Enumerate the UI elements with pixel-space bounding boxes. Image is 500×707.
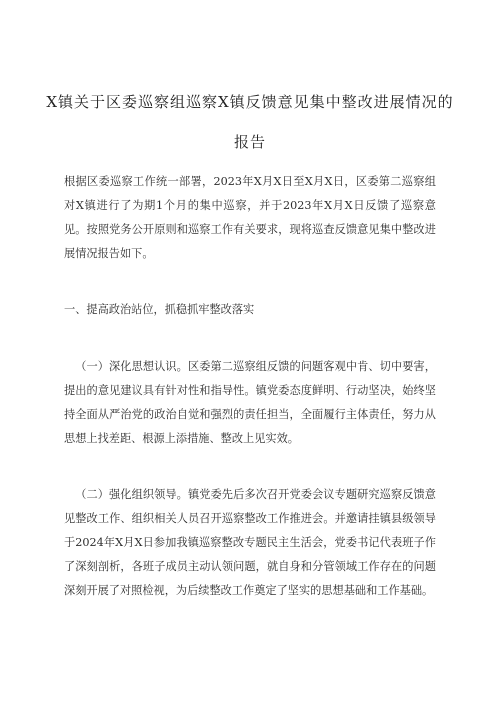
section-1-heading: 一、提高政治站位，抓稳抓牢整改落实 — [64, 303, 255, 316]
section-1-item-1-paragraph: （一）深化思想认识。区委第二巡察组反馈的问题客观中肯、切中要害，提出的意见建议具有针对性和指导性。镇党委态度鲜明、行动坚决，始终坚持全面从严治党的政治自觉和强烈的责任担当，全面履行主体责任，努力从思想上找差距、根源上添措施、整改上见实效。 — [64, 360, 436, 445]
document-title-line-2: 报告 — [233, 133, 266, 151]
intro-paragraph: 根据区委巡察工作统一部署，2023年X月X日至X月X日，区委第二巡察组对X镇进行了为期1个月的集中巡察，并于2023年X月X日反馈了巡察意见。按照党务公开原则和巡察工作有关要求，现将巡查反馈意见集中整改进展情况报告如下。 — [64, 175, 436, 260]
document-title-line-1: X镇关于区委巡察组巡察X镇反馈意见集中整改进展情况的 — [46, 93, 454, 111]
section-1-item-2-paragraph: （二）强化组织领导。镇党委先后多次召开党委会议专题研究巡察反馈意见整改工作、组织相关人员召开巡察整改工作推进会。并邀请挂镇县级领导于2024年X月X日参加我镇巡察整改专题民主生活会，党委书记代表班子作了深刻剖析，各班子成员主动认领问题，就自身和分管领域工作存在的问题深刻开展了对照检视，为后续整改工作奠定了坚实的思想基础和工作基础。 — [64, 488, 436, 597]
